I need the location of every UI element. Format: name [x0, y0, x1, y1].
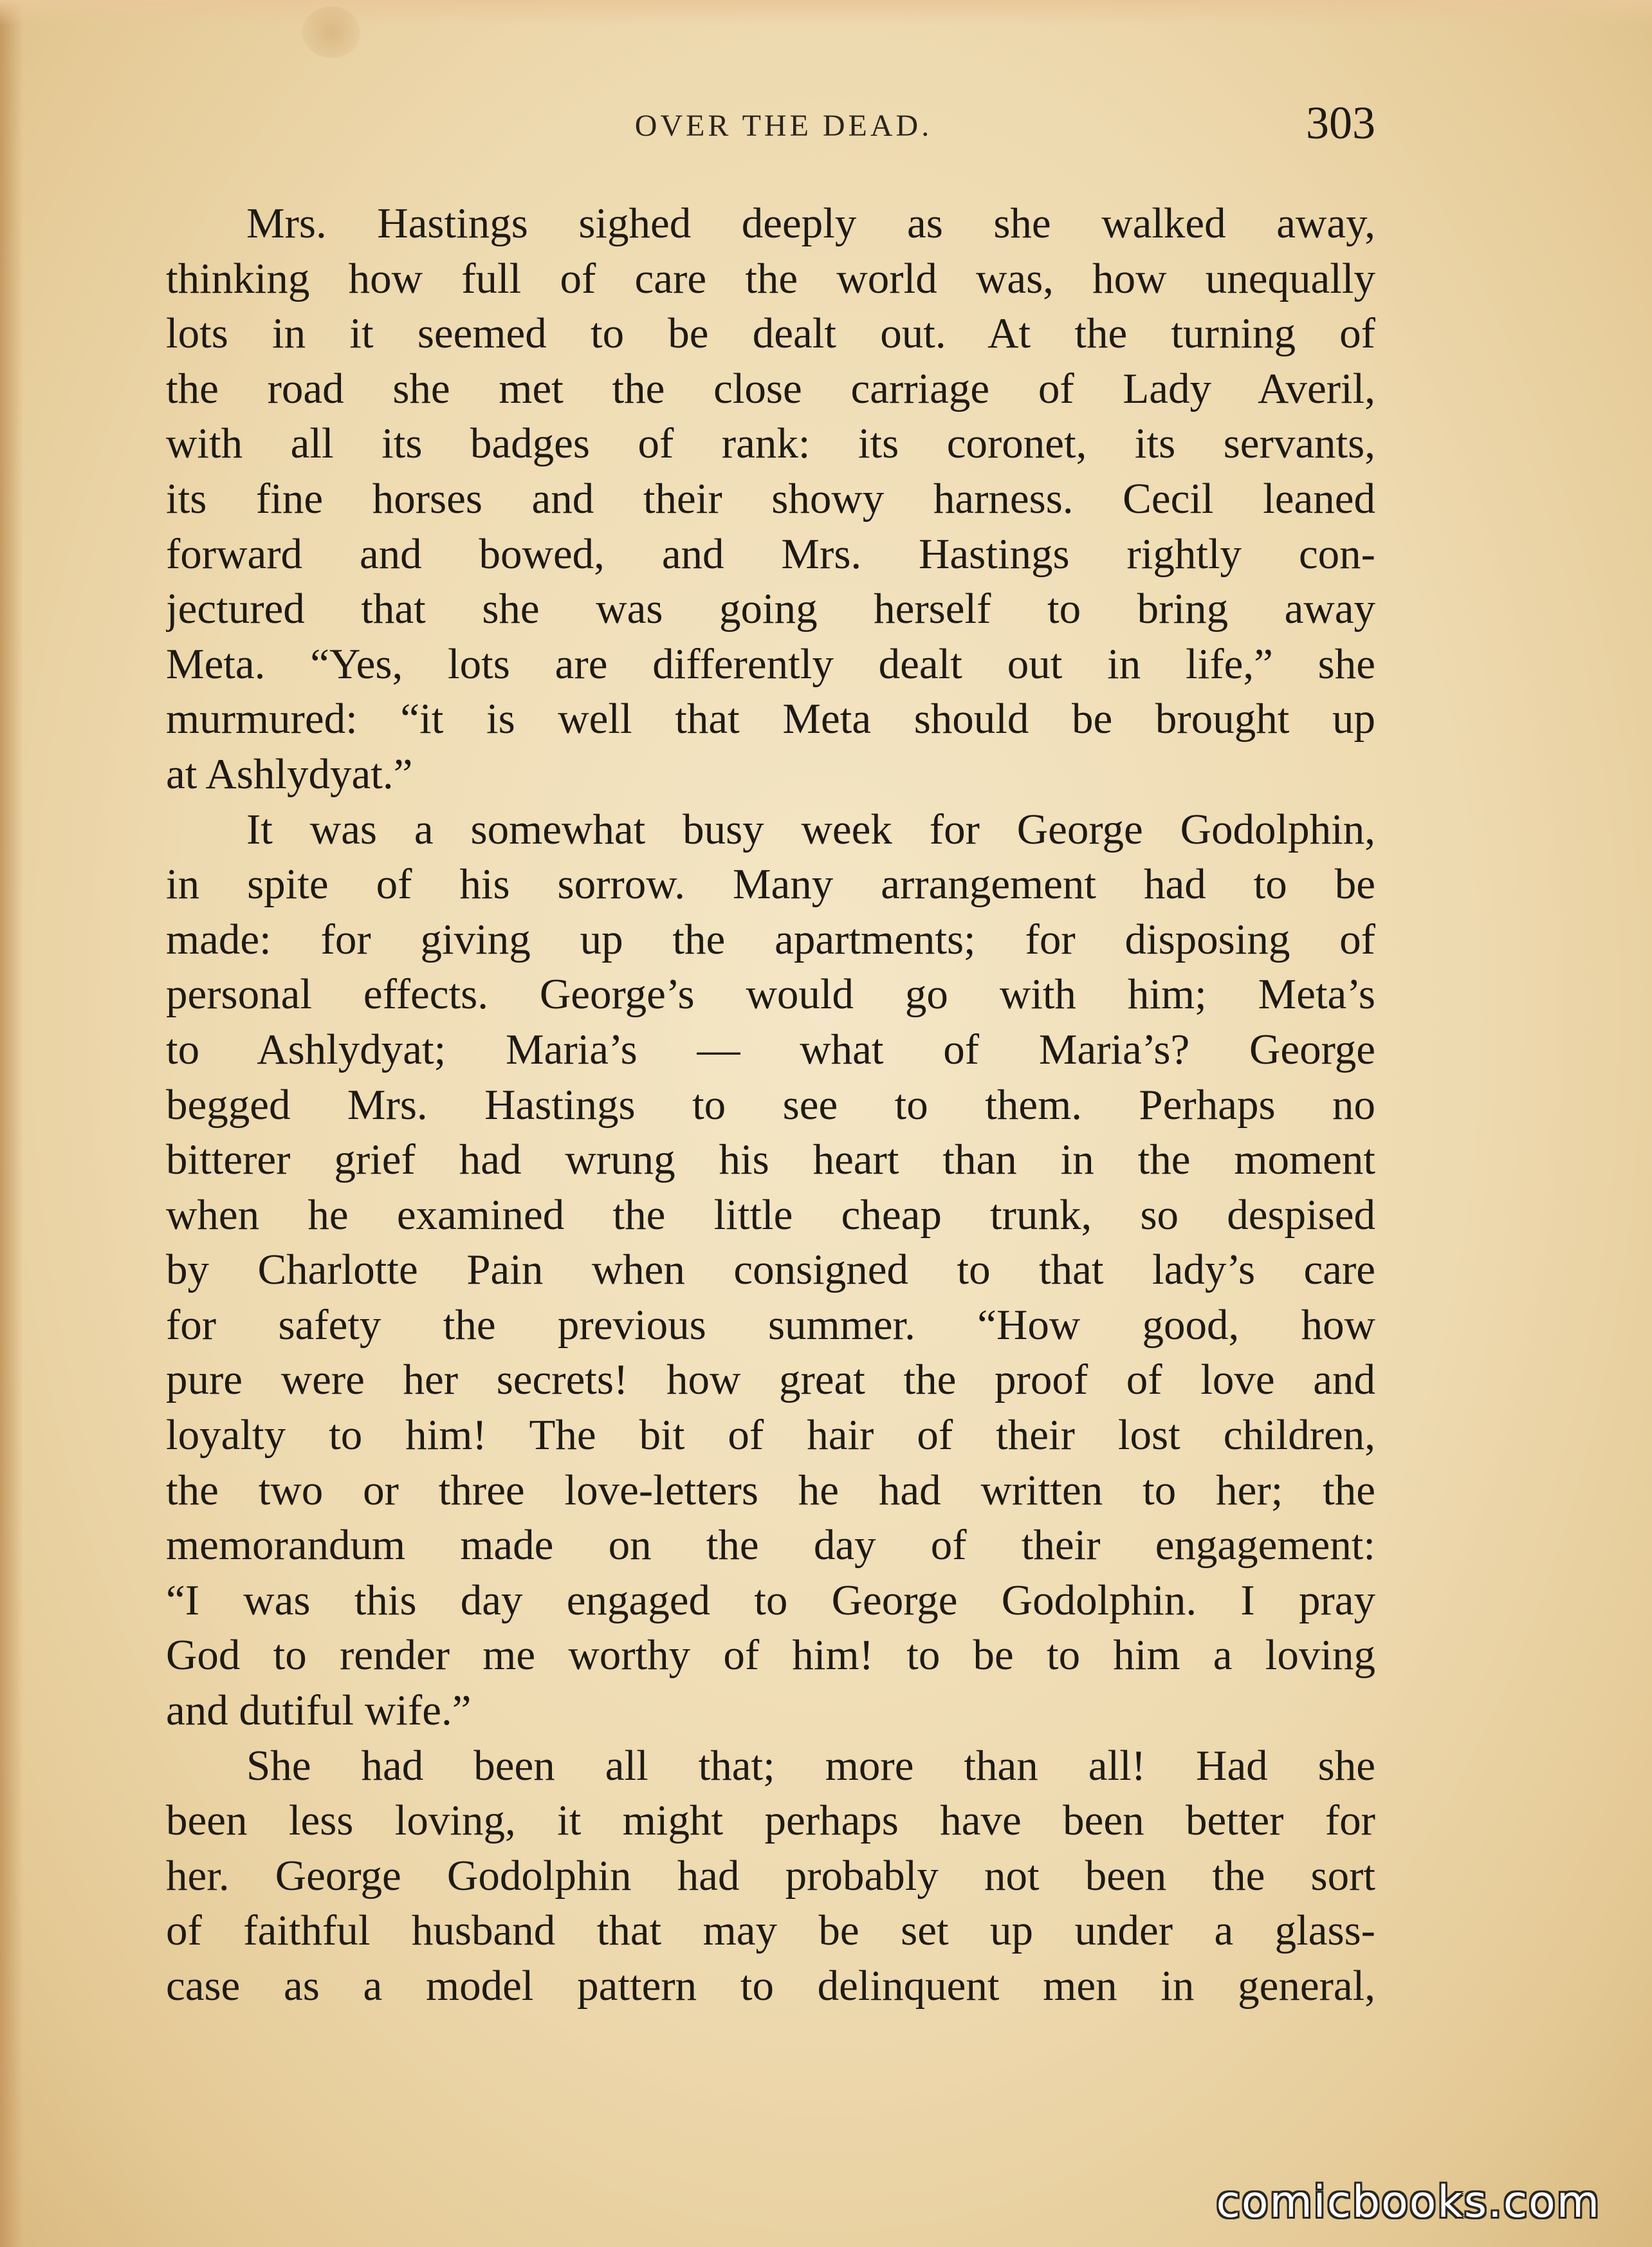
- text-line: by Charlotte Pain when consigned to that lady’s care: [166, 1246, 1375, 1294]
- text-line: made: for giving up the apartments; for disposing of: [166, 915, 1375, 963]
- text-line: pure were her secrets! how great the proof of love and: [166, 1356, 1375, 1404]
- text-line: “I was this day engaged to George Godolphin. I pray: [166, 1576, 1375, 1624]
- body-text: [166, 196, 1375, 2014]
- paper-stain: [302, 6, 360, 58]
- text-line: Meta. “Yes, lots are differently dealt out in life,” she: [166, 640, 1375, 688]
- text-line: the two or three love-letters he had written to her; the: [166, 1466, 1375, 1514]
- text-line: personal effects. George’s would go with him; Meta’s: [166, 970, 1375, 1019]
- text-line: forward and bowed, and Mrs. Hastings rightly con-: [166, 530, 1375, 578]
- text-line: loyalty to him! The bit of hair of their lost children,: [166, 1411, 1375, 1459]
- text-line: of faithful husband that may be set up under a glass-: [166, 1907, 1375, 1955]
- text-line: in spite of his sorrow. Many arrangement had to be: [166, 860, 1375, 909]
- text-line: begged Mrs. Hastings to see to them. Perhaps no: [166, 1080, 1375, 1129]
- watermark-logo: comicbooks.com: [1216, 2177, 1601, 2228]
- text-line: been less loving, it might perhaps have been better for: [166, 1797, 1375, 1845]
- text-line: God to render me worthy of him! to be to him a loving: [166, 1631, 1375, 1679]
- text-line: for safety the previous summer. “How good, how: [166, 1300, 1375, 1349]
- running-head: OVER THE DEAD.: [634, 109, 933, 143]
- text-line: murmured: “it is well that Meta should be brought up: [166, 695, 1375, 743]
- text-line: She had been all that; more than all! Had she: [246, 1741, 1375, 1789]
- page-header: [166, 97, 1375, 161]
- text-line: and dutiful wife.”: [166, 1687, 472, 1735]
- text-line: Mrs. Hastings sighed deeply as she walked away,: [246, 199, 1375, 247]
- page-number: 303: [1306, 97, 1375, 149]
- page-top-shadow: [0, 0, 1652, 26]
- text-line: thinking how full of care the world was, how unequally: [166, 254, 1375, 302]
- text-line: bitterer grief had wrung his heart than in the moment: [166, 1136, 1375, 1184]
- text-line: It was a somewhat busy week for George Godolphin,: [246, 805, 1375, 853]
- text-line: its fine horses and their showy harness. Cecil leaned: [166, 474, 1375, 522]
- text-line: at Ashlydyat.”: [166, 750, 413, 798]
- text-line: when he examined the little cheap trunk, so despised: [166, 1190, 1375, 1239]
- text-line: case as a model pattern to delinquent men in general,: [166, 1962, 1375, 2010]
- text-line: her. George Godolphin had probably not been the sort: [166, 1851, 1375, 1900]
- text-line: the road she met the close carriage of Lady Averil,: [166, 364, 1375, 412]
- text-line: memorandum made on the day of their engagement:: [166, 1521, 1375, 1569]
- text-line: to Ashlydyat; Maria’s — what of Maria’s? George: [166, 1025, 1375, 1073]
- text-line: with all its badges of rank: its coronet, its servants,: [166, 420, 1375, 468]
- page-edge-shadow: [0, 0, 23, 2247]
- text-line: jectured that she was going herself to bring away: [166, 585, 1375, 633]
- text-line: lots in it seemed to be dealt out. At the turning of: [166, 310, 1375, 358]
